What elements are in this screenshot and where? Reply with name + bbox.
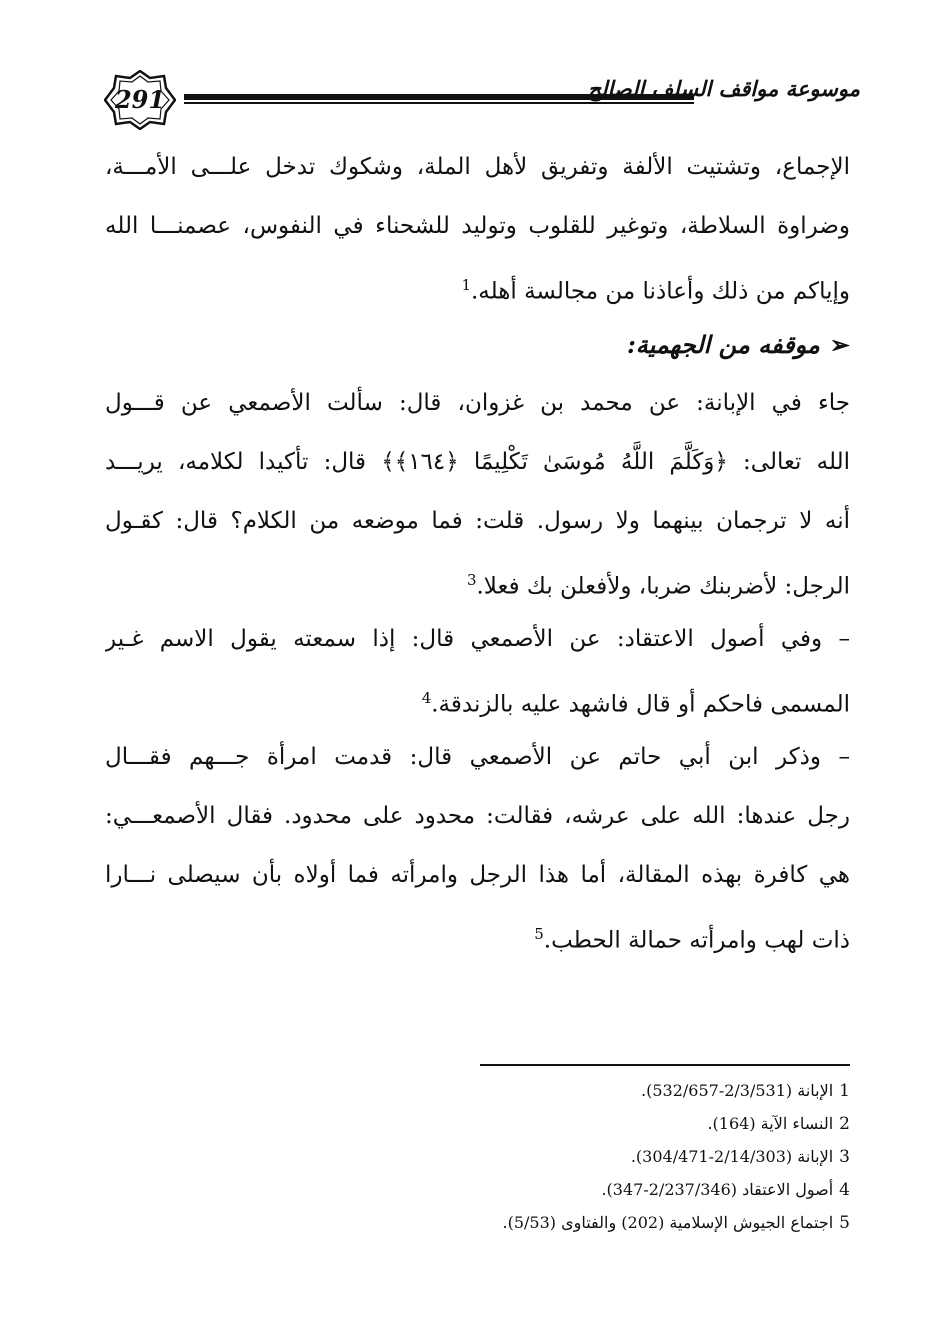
footnote-ref[interactable]: 4 (421, 689, 432, 707)
body-paragraphs (105, 374, 850, 964)
line-text: الإجماع، وتشتيت الألفة وتفريق لأهل الملة، وشكوك تدخل علـــى الأمـــة، (105, 154, 850, 180)
arrow-bullet-icon: ➢ (829, 330, 850, 359)
page-header (100, 66, 860, 136)
text-line (105, 433, 850, 492)
text-line (105, 905, 850, 964)
line-text: – وفي أصول الاعتقاد: عن الأصمعي قال: إذا سمعته يقول الاسم غـير (105, 626, 850, 652)
footnote-item (480, 1173, 850, 1206)
footnote-number: 2 (839, 1114, 850, 1134)
footnote-text: الإبانة (2/3/531-532/657). (641, 1081, 834, 1100)
footnote-item (480, 1140, 850, 1173)
footnote-number: 1 (839, 1081, 850, 1101)
heading-text: موقفه من الجهمية: (626, 330, 820, 359)
line-text: وإياكم من ذلك وأعاذنا من مجالسة أهله. (470, 278, 850, 305)
footnote-list (480, 1074, 850, 1239)
footnote-text: النساء الآية (164). (707, 1114, 834, 1133)
line-text: الرجل: لأضربنك ضربا، ولأفعلن بك فعلا. (476, 573, 850, 600)
line-text: – وذكر ابن أبي حاتم عن الأصمعي قال: قدمت امرأة جـــهم فقـــال (105, 744, 850, 770)
footnote-item (480, 1107, 850, 1140)
intro-paragraph (105, 138, 850, 315)
line-text: هي كافرة بهذه المقالة، أما هذا الرجل وامرأته فما أولاه بأن سيصلى نـــارا (105, 862, 850, 888)
footnote-text: الإبانة (2/14/303-304/471). (630, 1147, 834, 1166)
text-line (105, 669, 850, 728)
footnote-text: أصول الاعتقاد (2/237/346-347). (601, 1180, 834, 1199)
text-line (105, 374, 850, 433)
footnote-number: 5 (839, 1213, 850, 1233)
main-text (105, 138, 850, 964)
text-line (105, 256, 850, 315)
line-text: ذات لهب وامرأته حمالة الحطب. (543, 927, 850, 954)
text-line (105, 138, 850, 197)
line-text: جاء في الإبانة: عن محمد بن غزوان، قال: سألت الأصمعي عن قـــول (105, 390, 850, 416)
line-text: وضراوة السلاطة، وتوغير للقلوب وتوليد للشحناء في النفوس، عصمنـــا الله (105, 213, 850, 239)
footnote-ref[interactable]: 1 (461, 276, 471, 294)
text-line (105, 728, 850, 787)
section-heading (105, 315, 850, 374)
footnote-ref[interactable]: 3 (466, 571, 477, 589)
text-line (105, 492, 850, 551)
text-line (105, 787, 850, 846)
page-number-badge (104, 70, 176, 130)
text-line (105, 846, 850, 905)
text-line (105, 197, 850, 256)
line-text: رجل عندها: الله على عرشه، فقالت: محدود على محدود. فقال الأصمعـــي: (105, 803, 850, 829)
footnote-item (480, 1074, 850, 1107)
footnote-ref[interactable]: 5 (534, 925, 544, 943)
footnote-item (480, 1206, 850, 1239)
line-text: المسمى فاحكم أو قال فاشهد عليه بالزندقة. (431, 691, 850, 718)
footnote-number: 3 (839, 1147, 850, 1167)
text-line (105, 610, 850, 669)
line-text: الله تعالى: ﴿وَكَلَّمَ اللَّهُ مُوسَىٰ تَكْلِيمًا ﴿١٦٤﴾﴾ قال: تأكيدا لكلامه، يريـــد (105, 449, 850, 475)
footnote-text: اجتماع الجيوش الإسلامية (202) والفتاوى (5/53). (502, 1213, 834, 1232)
text-line (105, 551, 850, 610)
footnote-number: 4 (839, 1180, 850, 1200)
footnote-separator (480, 1064, 850, 1066)
line-text: أنه لا ترجمان بينهما ولا رسول. قلت: فما موضعه من الكلام؟ قال: كقـول (105, 508, 850, 534)
page-number: 291 (114, 85, 166, 114)
book-title: موسوعة مواقف السلف الصالح (587, 76, 860, 101)
